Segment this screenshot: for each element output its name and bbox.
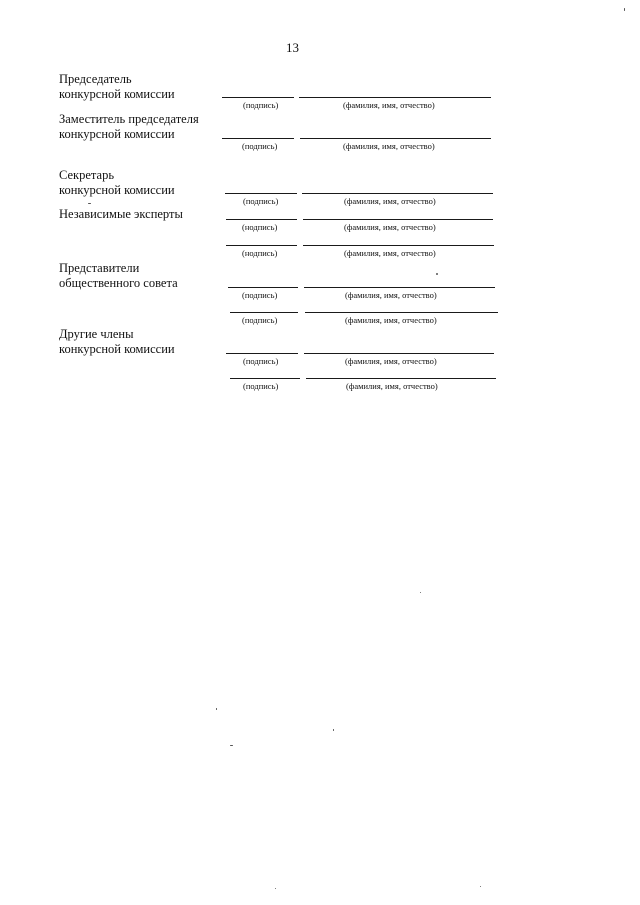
signature-caption: (подпись) — [242, 290, 278, 300]
signature-line — [226, 219, 297, 220]
scan-speck — [480, 886, 481, 887]
name-caption: (фамилия, имя, отчество) — [344, 248, 436, 258]
signature-line — [222, 97, 294, 98]
role-deputy-chairman — [59, 112, 199, 142]
signature-caption: (нодпись) — [242, 248, 278, 258]
name-line — [306, 378, 496, 379]
role-label: Представители общественного совета — [59, 261, 178, 290]
role-label: Председатель конкурсной комиссии — [59, 72, 175, 101]
scan-speck — [88, 203, 91, 204]
scan-speck — [230, 745, 233, 746]
role-label: Секретарь конкурсной комиссии — [59, 168, 175, 197]
signature-line — [226, 245, 297, 246]
scan-speck — [436, 273, 438, 275]
name-caption: (фамилия, имя, отчество) — [343, 141, 435, 151]
page-number: 13 — [286, 40, 299, 55]
signature-line — [225, 193, 297, 194]
role-public-council — [59, 261, 178, 291]
signature-caption: (подпись) — [243, 381, 279, 391]
role-label: Заместитель председателя конкурсной комиссии — [59, 112, 199, 141]
signature-caption: (подпись) — [243, 196, 279, 206]
name-caption: (фамилия, имя, отчество) — [345, 315, 437, 325]
name-caption: (фамилия, имя, отчество) — [344, 196, 436, 206]
name-line — [303, 219, 493, 220]
role-secretary — [59, 168, 175, 198]
signature-line — [230, 378, 300, 379]
name-caption: (фамилия, имя, отчество) — [345, 356, 437, 366]
role-other-members — [59, 327, 175, 357]
name-line — [299, 97, 491, 98]
signature-line — [228, 287, 298, 288]
signature-line — [226, 353, 298, 354]
name-line — [304, 353, 494, 354]
name-line — [300, 138, 491, 139]
scan-speck — [275, 888, 276, 889]
signature-caption: (подпись) — [242, 315, 278, 325]
name-caption: (фамилия, имя, отчество) — [343, 100, 435, 110]
name-line — [304, 287, 495, 288]
scan-speck — [216, 708, 217, 710]
name-line — [305, 312, 498, 313]
scan-speck — [333, 729, 334, 731]
signature-caption: (нодпись) — [242, 222, 278, 232]
signature-line — [230, 312, 298, 313]
name-caption: (фамилия, имя, отчество) — [345, 290, 437, 300]
role-chairman — [59, 72, 175, 102]
scan-speck — [420, 592, 421, 593]
signature-caption: (подпись) — [243, 100, 279, 110]
scan-speck — [624, 8, 625, 11]
signature-caption: (подпись) — [242, 141, 278, 151]
name-caption: (фамилия, имя, отчество) — [344, 222, 436, 232]
name-line — [302, 193, 493, 194]
name-line — [303, 245, 494, 246]
role-label: Другие члены конкурсной комиссии — [59, 327, 175, 356]
role-label: Независимые эксперты — [59, 207, 183, 221]
signature-line — [222, 138, 294, 139]
signature-caption: (подпись) — [243, 356, 279, 366]
role-independent-experts — [59, 207, 183, 222]
name-caption: (фамилия, имя, отчество) — [346, 381, 438, 391]
